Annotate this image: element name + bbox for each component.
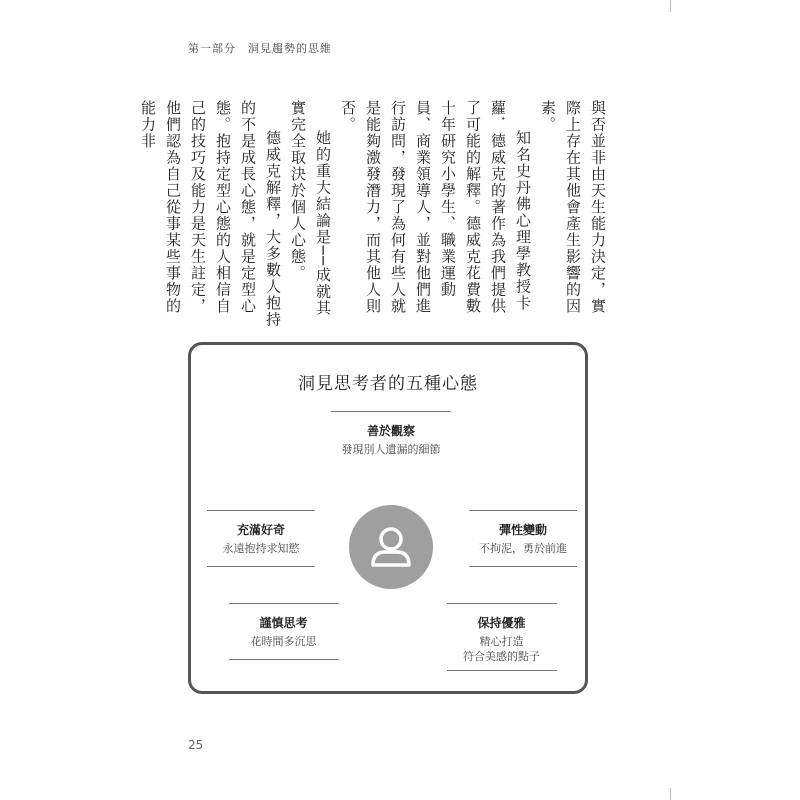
mindset-observe [316,411,466,457]
divider [229,659,339,660]
mindset-name: 充滿好奇 [236,523,285,537]
divider [469,510,577,511]
mindset-careful [226,603,341,660]
mindset-name: 謹慎思考 [259,616,308,630]
person-icon [349,505,433,589]
mindset-panel [188,342,588,694]
page-number: 25 [188,738,204,752]
paragraph: 與否並非由天生能力決定，實際上存在其他會產生影響的因素。 [539,100,607,315]
mindset-desc: 不拘泥，勇於前進 [479,542,567,555]
mindset-name: 善於觀察 [366,424,415,438]
divider [207,510,315,511]
crop-mark-top [670,0,671,12]
divider [207,566,315,567]
mindset-desc: 發現別人遺漏的細節 [341,443,441,456]
divider [447,670,557,671]
crop-mark-bottom [670,788,671,800]
mindset-curious [201,510,321,567]
divider [447,603,557,604]
divider [229,603,339,604]
paragraph: 她的重大結論是──成就其實完全取決於個人心態。 [289,100,332,317]
mindset-desc: 永遠抱持求知慾 [222,542,300,555]
person-icon-svg [349,505,433,589]
divider [331,411,451,412]
mindset-desc-line2: 符合美感的點子 [463,650,540,663]
mindset-flexible [463,510,583,567]
mindset-desc: 精心打造 [479,635,524,648]
paragraph: 德威克解釋，大多數人抱持的不是成長心態，就是定型心態。抱持定型心態的人相信自己的技巧及能力是天生註定，他們認為自己從事某些事物的能力非 [139,100,282,328]
paragraph: 知名史丹佛心理學教授卡蘿．德威克的著作為我們提供了可能的解釋。德威克花費數十年研究小學生、職業運動員、商業領導人，並對他們進行訪問，發現了為何有些人就是能夠激發潛力，而其他人則否。 [339,100,532,315]
running-header: 第一部分 洞見趨勢的思維 [188,42,332,55]
mindset-elegant [444,603,559,671]
panel-title: 洞見思考者的五種心態 [298,374,478,394]
mindset-name: 彈性變動 [498,523,547,537]
divider [469,566,577,567]
mindset-name: 保持優雅 [477,616,526,630]
body-text [139,100,610,330]
mindset-desc: 花時間多沉思 [250,635,317,648]
